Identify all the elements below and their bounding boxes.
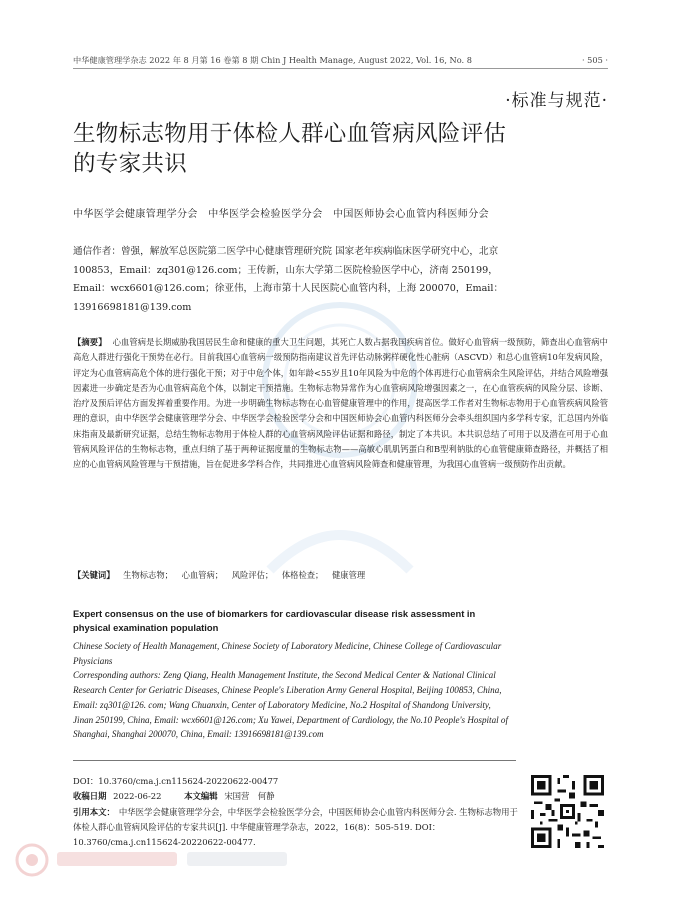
footer-info [73, 774, 523, 850]
footer-divider [73, 760, 516, 761]
publisher-logo-watermark [12, 840, 312, 880]
received-date: 2022-06-22 [113, 791, 162, 802]
author-groups: 中华医学会健康管理学分会 中华医学会检验医学分会 中国医师协会心血管内科医师分会 [73, 209, 489, 220]
abstract-text: 心血管病是长期威胁我国居民生命和健康的重大卫生问题，其死亡人数占据我国疾病首位。做好心血管病一级预防，筛查出心血管病中高危人群进行强化干预势在必行。目前我国心血管病一级预防指南建议首先评估动脉粥样硬化性心脏病（ASCVD）和总心血管病10年发病风险，评定为心血管病高危个体的进行强化干预；对于中危个体，如年龄<55岁且10年风险为中危的个体再进行心血管病余生风险评估，并结合风险增强因素进一步确定是否为心血管病高危个体，以制定干预措施。生物标志物异常作为心血管病风险增强因素之一，在心血管疾病的风险分层、诊断、治疗及预后评估方面发挥着重要作用。为进一步明确生物标志物在心血管健康管理中的作用，提高医学工作者对生物标志物用于心血管疾病风险管理的意识，由中华医学会健康管理学分会、中华医学会检验医学分会和中国医师协会心血管内科医师分会牵头组织国内多学科专家，汇总国内外临床指南及最新研究证据，总结生物标志物用于体检人群的心血管病风险评估证据和路径，制定了本共识。本共识总结了可用于以及潜在可用于心血管病风险评估的生物标志物，重点归纳了基于两种证据度量的生物标志物——高敏心肌肌钙蛋白和B型利钠肽的心血管健康筛查路径，并概括了相应的心血管病风险管理与干预措施，旨在促进多学科合作，共同推进心血管病风险筛查和健康管理，为我国心血管病一级预防作出贡献。 [73, 337, 608, 470]
qr-code-icon [531, 775, 604, 848]
keyword: 体格检查； [281, 570, 324, 580]
journal-info: 中华健康管理学杂志 2022 年 8 月第 16 卷第 8 期 Chin J Health Manage, August 2022, Vol. 16, No. 8 [73, 55, 472, 65]
abstract-label: 【摘要】 [73, 337, 107, 347]
keyword: 风险评估； [231, 570, 274, 580]
english-affiliations: Chinese Society of Health Management, Chinese Society of Laboratory Medicine, Chinese College of Cardiovascular Physicians [73, 641, 502, 666]
citation-text: 中华医学会健康管理学分会，中华医学会检验医学分会，中国医师协会心血管内科医师分会. 生物标志物用于体检人群心血管病风险评估的专家共识[J]. 中华健康管理学杂志，2022，16(8)：505-519. DOI：10.3760/cma.j.cn115624-20220622-00477. [73, 806, 518, 848]
keyword: 心血管病； [181, 570, 224, 580]
running-header [73, 55, 608, 69]
keyword: 健康管理 [332, 570, 366, 580]
article-title: 生物标志物用于体检人群心血管病风险评估的专家共识 [73, 121, 507, 177]
received-label: 收稿日期 [73, 791, 107, 802]
doi: DOI：10.3760/cma.j.cn115624-20220622-00477 [73, 776, 279, 786]
english-corresponding: Corresponding authors: Zeng Qiang, Health Management Institute, the Second Medical Center & National Clinical Research Center for Geriatric Diseases, Chinese People's Liberation Army General Hospital, Beijing 100853, China, Email: zq301@126. com; Wang Chuanxin, Center of Laboratory Medicine, No.2 Hospital of Shandong University, Jinan 250199, China, Email: wcx6601@126.com; Xu Yawei, Department of Cardiology, the No.10 People's Hospital of Shanghai, Shanghai 200070, China, Email: 13916698181@139.com [73, 670, 508, 740]
abstract [73, 335, 608, 473]
correspondence-info: 通信作者：曾强，解放军总医院第二医学中心健康管理研究院 国家老年疾病临床医学研究中心，北京 100853，Email：zq301@126.com；王传新，山东大学第二医院检验医学中心，济南 250199，Email：wcx6601@126.com；徐亚伟，上海市第十人民医院心血管内科，上海 200070，Email：13916698181@139.com [73, 246, 504, 313]
keywords [73, 568, 608, 583]
editors: 宋国营 何静 [224, 791, 275, 802]
english-title: Expert consensus on the use of biomarkers for cardiovascular disease risk assessment in physical examination population [73, 608, 476, 634]
editor-label: 本文编辑 [184, 791, 218, 802]
keyword: 生物标志物； [123, 570, 173, 580]
citation-label: 引用本文： [73, 806, 115, 817]
section-tag: ·标准与规范· [505, 91, 608, 111]
keywords-label: 【关键词】 [73, 570, 115, 580]
dates-editors [73, 789, 523, 804]
page-number: · 505 · [581, 55, 608, 65]
english-meta [73, 639, 513, 742]
